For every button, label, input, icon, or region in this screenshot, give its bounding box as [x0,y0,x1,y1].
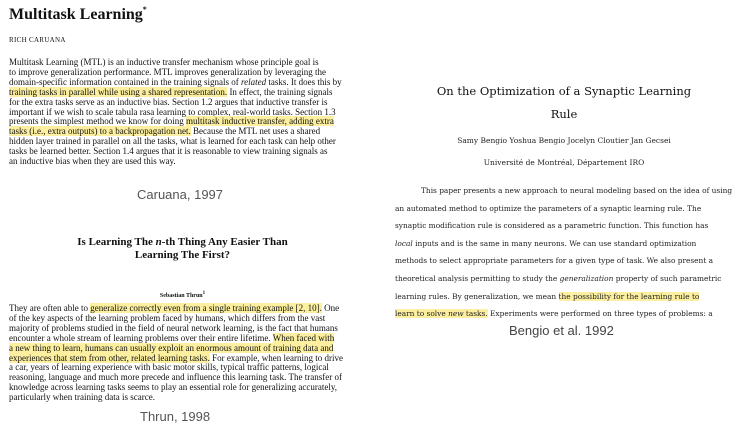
text-line [9,393,343,403]
thrun-caption: Thrun, 1998 [140,409,211,424]
text-segment: generalization [559,273,614,283]
text-segment: synaptic modification rule is considered as a parametric function. This function has [395,221,709,231]
text-segment: hidden layer trained in parallel on all the tasks, what is learned for each task can help other [9,136,336,147]
text-segment: a car, years of learning experience with basic motor skills, typical traffic patterns, logical [9,362,329,373]
text-segment: tasks. It does this by [266,76,342,87]
text-line [395,182,732,200]
text-line [395,270,732,288]
text-line [395,305,732,323]
text-segment: related [240,76,267,87]
text-segment: This paper presents a new approach to neural modeling based on the idea of using [421,186,733,195]
highlighted-text: generalize correctly even from a single training example [2, 10]. [90,303,322,313]
text-segment: theoretical analysis permitting to study the [395,273,560,283]
text-line [9,157,342,167]
text-segment: majority of problems studied in the field of neural network learning, is the fact that humans [9,322,338,333]
highlighted-text: tasks. [463,309,488,319]
text-segment: Because the MTL net uses a shared [190,126,321,137]
highlighted-text: new [448,309,464,319]
highlighted-text: When faced with [272,332,335,343]
text-line [395,252,732,270]
bengio-abstract [395,182,732,323]
bengio-paper-title: On the Optimization of a Synaptic Learning Rule [436,84,692,121]
text-segment: reasoning, language and much more precede and influence this learning task. The transfer of [9,372,342,383]
text-segment: important if we wish to scale tabula rasa learning to complex, real-world tasks. Section 1.3 [9,106,336,117]
text-line [395,217,732,235]
bengio-affiliation: Université de Montréal, Département IRO [483,158,645,167]
highlighted-text: tasks (i.e., extra outputs) to a backpropagation net. [9,126,191,137]
highlighted-text: experiences that stem from other, related learning tasks. [9,352,210,363]
text-segment: For example, when learning to drive [209,352,344,363]
caruana-abstract [9,58,342,167]
text-segment: They are often able to [9,303,91,313]
text-segment: particularly when training data is scarce. [9,392,155,403]
thrun-body-text [9,304,343,403]
text-segment: methods to select appropriate parameters for a given type of task. We also present a [395,256,714,266]
text-line [395,200,732,218]
text-segment: tasks be learned better. Section 1.4 argues that it is reasonable to view training signals as [9,146,328,157]
text-segment: One [321,303,340,313]
text-segment: knowledge across learning tasks seems to play an essential role for generalizing accurately, [9,382,338,393]
bengio-caption: Bengio et al. 1992 [509,323,614,338]
text-segment: domain-specific information contained in the training signals of [9,76,241,87]
caruana-author: RICH CARUANA [9,36,66,44]
text-segment: Experiments were performed on three types of problems: a [487,309,713,319]
highlighted-text: training tasks in parallel while using a shared representation. [9,86,228,97]
text-segment: inputs and is the same in many neurons. We can use standard optimization [412,238,697,248]
text-segment: an inductive bias when they are used this way. [9,156,176,167]
caruana-caption: Caruana, 1997 [137,187,224,202]
caruana-paper-title: Multitask Learning* [9,5,147,23]
text-line [395,235,732,253]
text-segment: to improve generalization performance. MTL improves generalization by leveraging the [9,66,327,77]
text-segment: In effect, the training signals [227,86,333,97]
text-segment: encounter a whole stream of learning problems over their entire lifetime. [9,332,273,343]
text-line [395,288,732,306]
text-segment: learning rules. By generalization, we mean [395,291,559,301]
bengio-authors: Samy Bengio Yoshua Bengio Jocelyn Cloutier Jan Gecsei [457,136,671,145]
text-segment: Multitask Learning (MTL) is an inductive transfer mechanism whose principle goal is [9,57,319,67]
text-segment: for the extra tasks serve as an inductive bias. Section 1.2 argues that inductive transfer is [9,96,328,107]
text-segment: property of such parametric [613,273,722,283]
text-segment: an automated method to optimize the parameters of a synaptic learning rule. The [395,203,702,213]
text-segment: presents the simplest method we know for doing [9,116,186,127]
thrun-paper-title: Is Learning The n-th Thing Any Easier Than Learning The First? [77,236,288,261]
text-segment: local [395,238,413,248]
highlighted-text: the possibility for the learning rule to [558,291,700,301]
thrun-author: Sebastian Thrun$^1$ [159,291,206,299]
highlighted-text: learn to solve [395,309,449,319]
highlighted-text: a new thing to learn, humans can usually exploit an enormous amount of training data and [9,342,334,353]
text-segment: of the key aspects of the learning problem faced by humans, which differs from the vast [9,312,326,323]
highlighted-text: multitask inductive transfer, adding extra [185,116,334,127]
